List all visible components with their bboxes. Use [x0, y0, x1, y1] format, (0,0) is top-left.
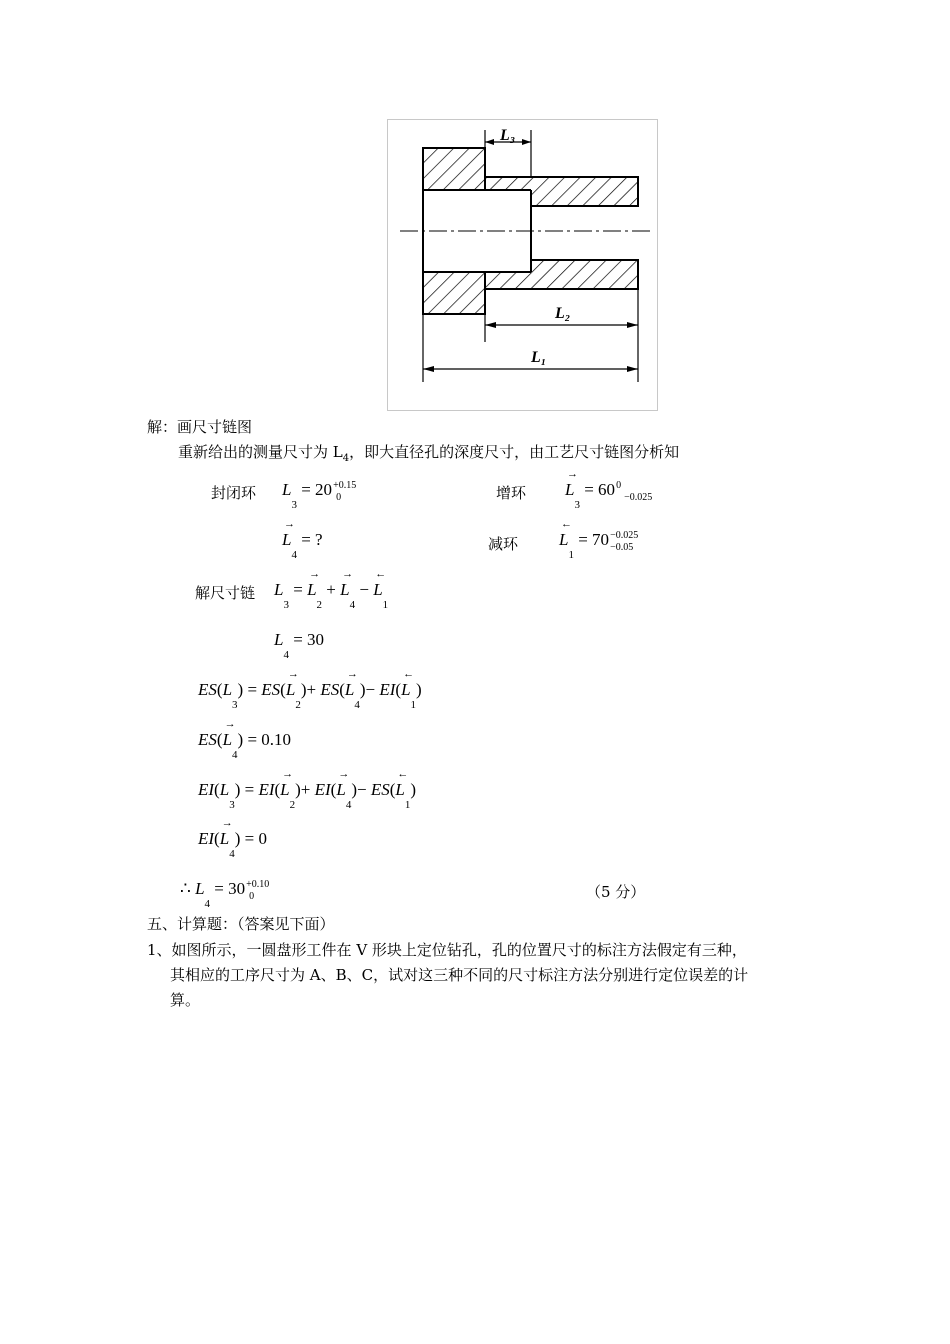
ei-equation: $EI(L_3) = EI(\to L_2)+ EI(\to L_4)-$ ES(← $L_1$) — [198, 780, 416, 800]
decreasing-ring-formula: ← $L_1 = 70$ −0.025 −0.05 — [559, 530, 638, 554]
dimension-chain-figure — [387, 119, 658, 411]
chain-equation: $L_3$ = → $L_2$ + → $L_4$ − ← $L_1$ — [274, 580, 388, 600]
part-cross-section-drawing — [388, 120, 657, 410]
decreasing-ring-label: 减环 — [488, 535, 519, 553]
closed-ring-label: 封闭环 — [211, 484, 257, 502]
section5-heading: 五、计算题：（答案见下面） — [147, 915, 335, 933]
l4-value-equation: $L_4 = 30$ — [274, 630, 325, 661]
question1-line1: 1、如图所示，一圆盘形工件在 V 形块上定位钻孔，孔的位置尺寸的标注方法假定有三种， — [147, 941, 747, 959]
intro-text-a: 重新给出的测量尺寸为 L — [178, 443, 343, 461]
intro-subscript: 4 — [342, 453, 350, 464]
score-label: （5 分） — [586, 883, 646, 901]
label-L1: L₁ — [531, 349, 547, 366]
upper-flange-section — [423, 148, 485, 190]
solve-chain-label: 解尺寸链 — [195, 584, 256, 602]
final-result-equation: ∴ $L_4 = 30$ +0.10 0 — [180, 879, 270, 910]
label-L2: L₂ — [555, 305, 571, 322]
label-L3: L₃ — [500, 127, 516, 144]
solution-heading: 解：画尺寸链图 — [147, 418, 253, 436]
l4-unknown-formula: → $L_4$ = ? — [282, 530, 323, 550]
es-result-equation: $ES(\to L_4) = 0.10$ — [198, 730, 291, 750]
increasing-ring-formula: → $L_3 = 60$ 0 −0.025 — [565, 480, 652, 504]
ei-result-equation: $EI(\to L_4) = 0$ — [198, 829, 267, 849]
question1-line2: 其相应的工序尺寸为 A、B、C，试对这三种不同的尺寸标注方法分别进行定位误差的计 — [170, 966, 749, 984]
es-equation: $ES(L_3) = ES(\to L_2)+ ES(\to L_4)-$ EI(← $L_1$) — [198, 680, 422, 700]
increasing-ring-label: 增环 — [496, 484, 527, 502]
solution-intro — [178, 443, 679, 468]
closed-ring-formula: $L_3 = 20$ +0.15 0 — [282, 480, 357, 511]
intro-text-b: ，即大直径孔的深度尺寸，由工艺尺寸链图分析知 — [349, 443, 680, 461]
lower-flange-section — [423, 272, 485, 314]
question1-line3: 算。 — [170, 991, 201, 1009]
